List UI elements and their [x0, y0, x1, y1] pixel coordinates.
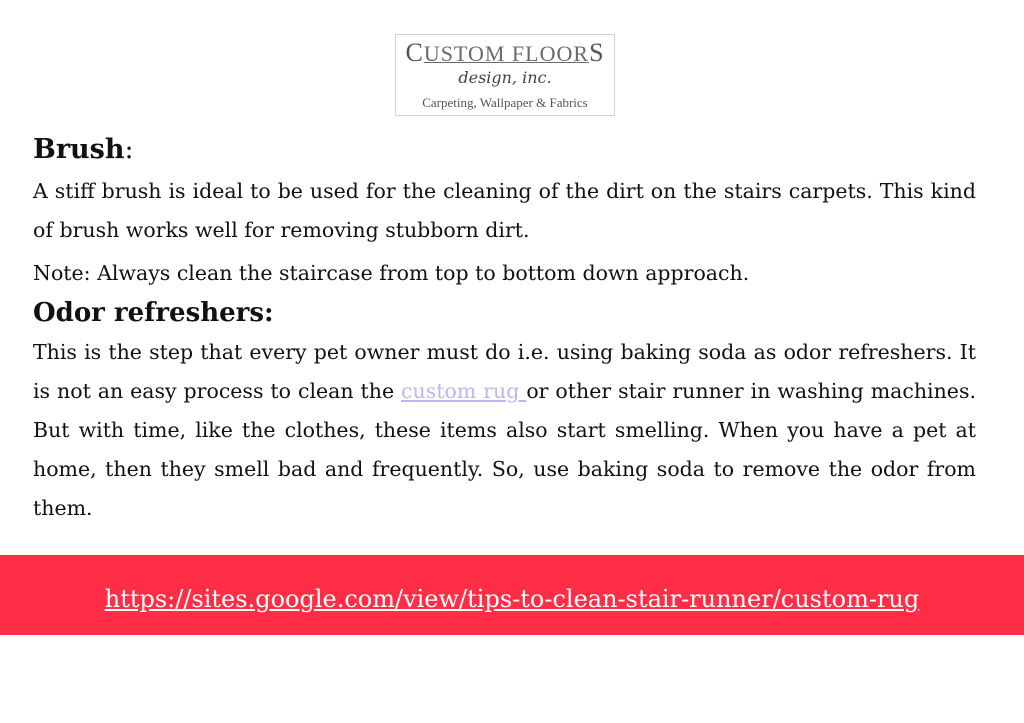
odor-heading: Odor refreshers:: [33, 298, 274, 328]
custom-rug-link[interactable]: custom rug: [401, 379, 527, 403]
source-url-link[interactable]: https://sites.google.com/view/tips-to-clean-stair-runner/custom-rug: [104, 585, 920, 613]
company-logo: [395, 34, 615, 116]
document-body: [33, 128, 976, 528]
footer-banner: [0, 555, 1024, 635]
brush-heading: Brush:: [33, 134, 134, 165]
logo-subtitle: design, inc.: [458, 68, 552, 87]
logo-tagline: Carpeting, Wallpaper & Fabrics: [422, 95, 588, 110]
logo-company-name: CUSTOM FLOORS: [405, 38, 605, 67]
brush-note: Note: Always clean the staircase from top to bottom down approach.: [33, 261, 750, 285]
brush-paragraph: A stiff brush is ideal to be used for the cleaning of the dirt on the stairs carpets. This kind of brush works well for removing stubborn dirt.: [33, 179, 976, 242]
odor-paragraph: This is the step that every pet owner must do i.e. using baking soda as odor refreshers. It is not an easy process to clean the custom rug or other stair runner in washing machines. But with time, like the clothes, these items also start smelling. When you have a pet at home, then they smell bad and frequently. So, use baking soda to remove the odor from them.: [33, 340, 976, 520]
